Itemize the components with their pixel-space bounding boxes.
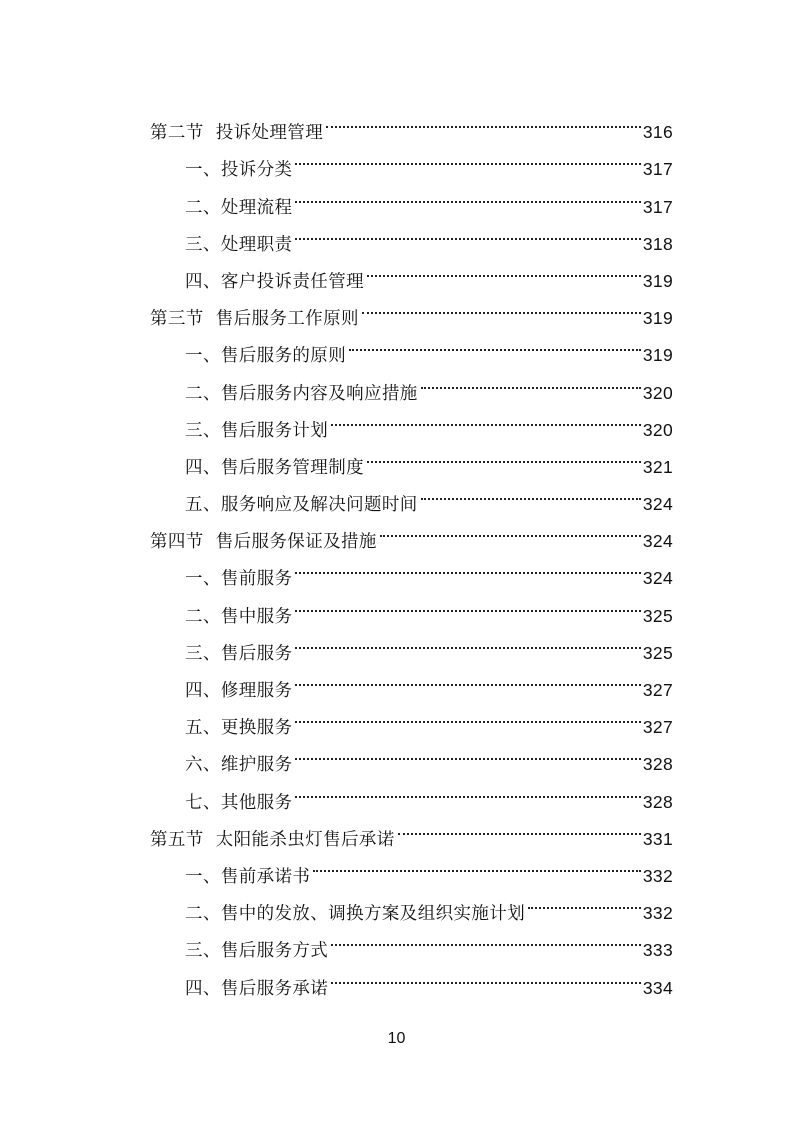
- toc-entry-title: 太阳能杀虫灯售后承诺: [215, 829, 395, 850]
- toc-entry-page-number: 328: [642, 754, 673, 775]
- toc-dot-leader: [295, 622, 640, 659]
- toc-entry-page-number: 324: [642, 494, 673, 515]
- toc-entry-number: 四、: [185, 271, 221, 292]
- toc-dot-leader: [295, 584, 640, 621]
- toc-entry-number: 第三节: [150, 309, 204, 330]
- toc-dot-leader: [295, 770, 640, 807]
- toc-dot-leader: [331, 399, 641, 436]
- toc-entry-title: 投诉分类: [220, 160, 293, 181]
- toc-entry-title: 售前承诺书: [220, 866, 311, 887]
- toc-entry-number: 六、: [185, 755, 221, 776]
- toc-entry-page-number: 320: [642, 419, 673, 440]
- toc-entry-page-number: 324: [642, 568, 673, 589]
- toc-entry-label: [150, 301, 359, 338]
- toc-entry-number: 四、: [185, 978, 221, 999]
- toc-entry-page-number: 319: [642, 270, 673, 291]
- toc-entry-label: [185, 636, 292, 673]
- toc-entry-label: [185, 190, 292, 227]
- toc-entry-page-number: 319: [642, 345, 673, 366]
- toc-dot-leader: [295, 213, 640, 250]
- toc-dot-leader: [295, 547, 640, 584]
- toc-entry-number: 三、: [185, 643, 221, 664]
- toc-dot-leader: [295, 659, 640, 696]
- toc-entry-title: 售后服务计划: [220, 420, 329, 441]
- toc-entry-page-number: 319: [642, 308, 673, 329]
- toc-entry-title: 处理流程: [220, 197, 293, 218]
- toc-entry-label: [185, 450, 364, 487]
- toc-entry-label: [185, 785, 292, 822]
- toc-entry-number: 二、: [185, 606, 221, 627]
- toc-entry-page-number: 316: [642, 122, 673, 143]
- toc-entry-label: [185, 561, 292, 598]
- toc-entry-number: 二、: [185, 197, 221, 218]
- toc-entry-title: 售后服务保证及措施: [215, 532, 377, 553]
- toc-entry-title: 投诉处理管理: [215, 123, 324, 144]
- toc-entry-title: 售后服务方式: [220, 941, 329, 962]
- toc-entry-title: 售中的发放、调换方案及组织实施计划: [220, 904, 526, 925]
- toc-entry-title: 售后服务: [220, 643, 293, 664]
- toc-entry-page-number: 317: [642, 196, 673, 217]
- toc-entry-title: 其他服务: [220, 792, 293, 813]
- toc-entry-label: [185, 933, 328, 970]
- toc-entry-number: 四、: [185, 457, 221, 478]
- toc-entry-title: 修理服务: [220, 681, 293, 701]
- toc-entry-number: 第五节: [150, 829, 204, 850]
- toc-entry-title: 售中服务: [220, 606, 293, 627]
- toc-entry-title: 售后服务管理制度: [220, 457, 365, 478]
- toc-dot-leader: [295, 175, 640, 212]
- toc-dot-leader: [295, 696, 640, 733]
- toc-entry-page-number: 324: [642, 531, 673, 552]
- toc-entry-title: 售前服务: [220, 569, 293, 590]
- toc-entry-title: 更换服务: [220, 718, 293, 739]
- toc-entry-page-number: 328: [642, 791, 673, 812]
- toc-entry-page-number: 317: [642, 159, 673, 180]
- toc-entry-number: 四、: [185, 681, 221, 701]
- toc-entry-page-number: 327: [642, 717, 673, 738]
- toc-entry-page-number: 327: [642, 680, 673, 700]
- toc-entry-title: 处理职责: [220, 234, 293, 255]
- toc-dot-leader: [295, 138, 640, 175]
- toc-dot-leader: [349, 324, 641, 361]
- toc-dot-leader: [362, 287, 641, 324]
- toc-entry-label: [185, 747, 292, 784]
- toc-dot-leader: [295, 733, 640, 770]
- toc-entry-number: 一、: [185, 866, 221, 887]
- toc-entry-page-number: 318: [642, 233, 673, 254]
- toc-entry-label: [185, 338, 346, 375]
- toc-entry-number: 第二节: [150, 123, 204, 144]
- toc-dot-leader: [398, 808, 641, 845]
- toc-entry-number: 二、: [185, 383, 221, 404]
- toc-entry-label: [185, 413, 328, 450]
- page-number: 10: [387, 1030, 406, 1047]
- toc-entry-number: 三、: [185, 941, 221, 962]
- toc-entry-page-number: 333: [642, 940, 673, 961]
- toc-entry-page-number: 332: [642, 865, 673, 886]
- toc-entry-page-number: 334: [642, 977, 673, 998]
- toc-entry-title: 售后服务承诺: [220, 978, 329, 999]
- toc-entry-number: 一、: [185, 160, 221, 181]
- toc-dot-leader: [421, 473, 641, 510]
- toc-dot-leader: [528, 882, 641, 919]
- toc-entry-title: 售后服务工作原则: [215, 309, 359, 330]
- toc-entry-label: [185, 673, 292, 710]
- toc-dot-leader: [326, 101, 641, 138]
- toc-entry-page-number: 321: [642, 456, 673, 477]
- toc-dot-leader: [331, 919, 641, 956]
- toc-entry-label: [185, 152, 292, 189]
- toc-entry-number: 二、: [185, 904, 221, 925]
- table-of-contents: [150, 101, 673, 999]
- toc-entry-number: 一、: [185, 346, 221, 367]
- toc-entry-page-number: 325: [642, 605, 673, 626]
- toc-entry-title: 维护服务: [220, 755, 293, 776]
- toc-entry-title: 售后服务内容及响应措施: [220, 383, 418, 404]
- toc-entry-label: [185, 599, 292, 636]
- toc-dot-leader: [380, 510, 641, 547]
- toc-dot-leader: [367, 436, 641, 473]
- toc-dot-leader: [313, 845, 641, 882]
- toc-dot-leader: [331, 956, 641, 993]
- toc-entry-number: 五、: [185, 718, 221, 739]
- toc-dot-leader: [367, 250, 641, 287]
- toc-entry-title: 客户投诉责任管理: [220, 271, 365, 292]
- toc-entry-label: [185, 227, 292, 264]
- toc-entry-title: 售后服务的原则: [220, 346, 347, 367]
- toc-entry-number: 五、: [185, 495, 221, 516]
- toc-entry-number: 第四节: [150, 532, 204, 553]
- toc-entry-label: [185, 264, 364, 301]
- toc-entry-number: 七、: [185, 792, 221, 813]
- toc-entry-number: 三、: [185, 234, 221, 255]
- toc-entry-page-number: 331: [642, 828, 673, 849]
- toc-entry-label: [185, 971, 328, 1008]
- toc-entry-page-number: 325: [642, 642, 673, 663]
- toc-dot-leader: [421, 361, 641, 398]
- toc-entry-label: [185, 710, 292, 747]
- toc-entry-page-number: 332: [642, 903, 673, 924]
- toc-entry-number: 三、: [185, 420, 221, 441]
- toc-entry-title: 服务响应及解决问题时间: [220, 495, 418, 516]
- toc-entry-page-number: 320: [642, 382, 673, 403]
- toc-entry-label: [185, 859, 310, 896]
- toc-section-entry[interactable]: [150, 101, 673, 144]
- toc-entry-number: 一、: [185, 569, 221, 590]
